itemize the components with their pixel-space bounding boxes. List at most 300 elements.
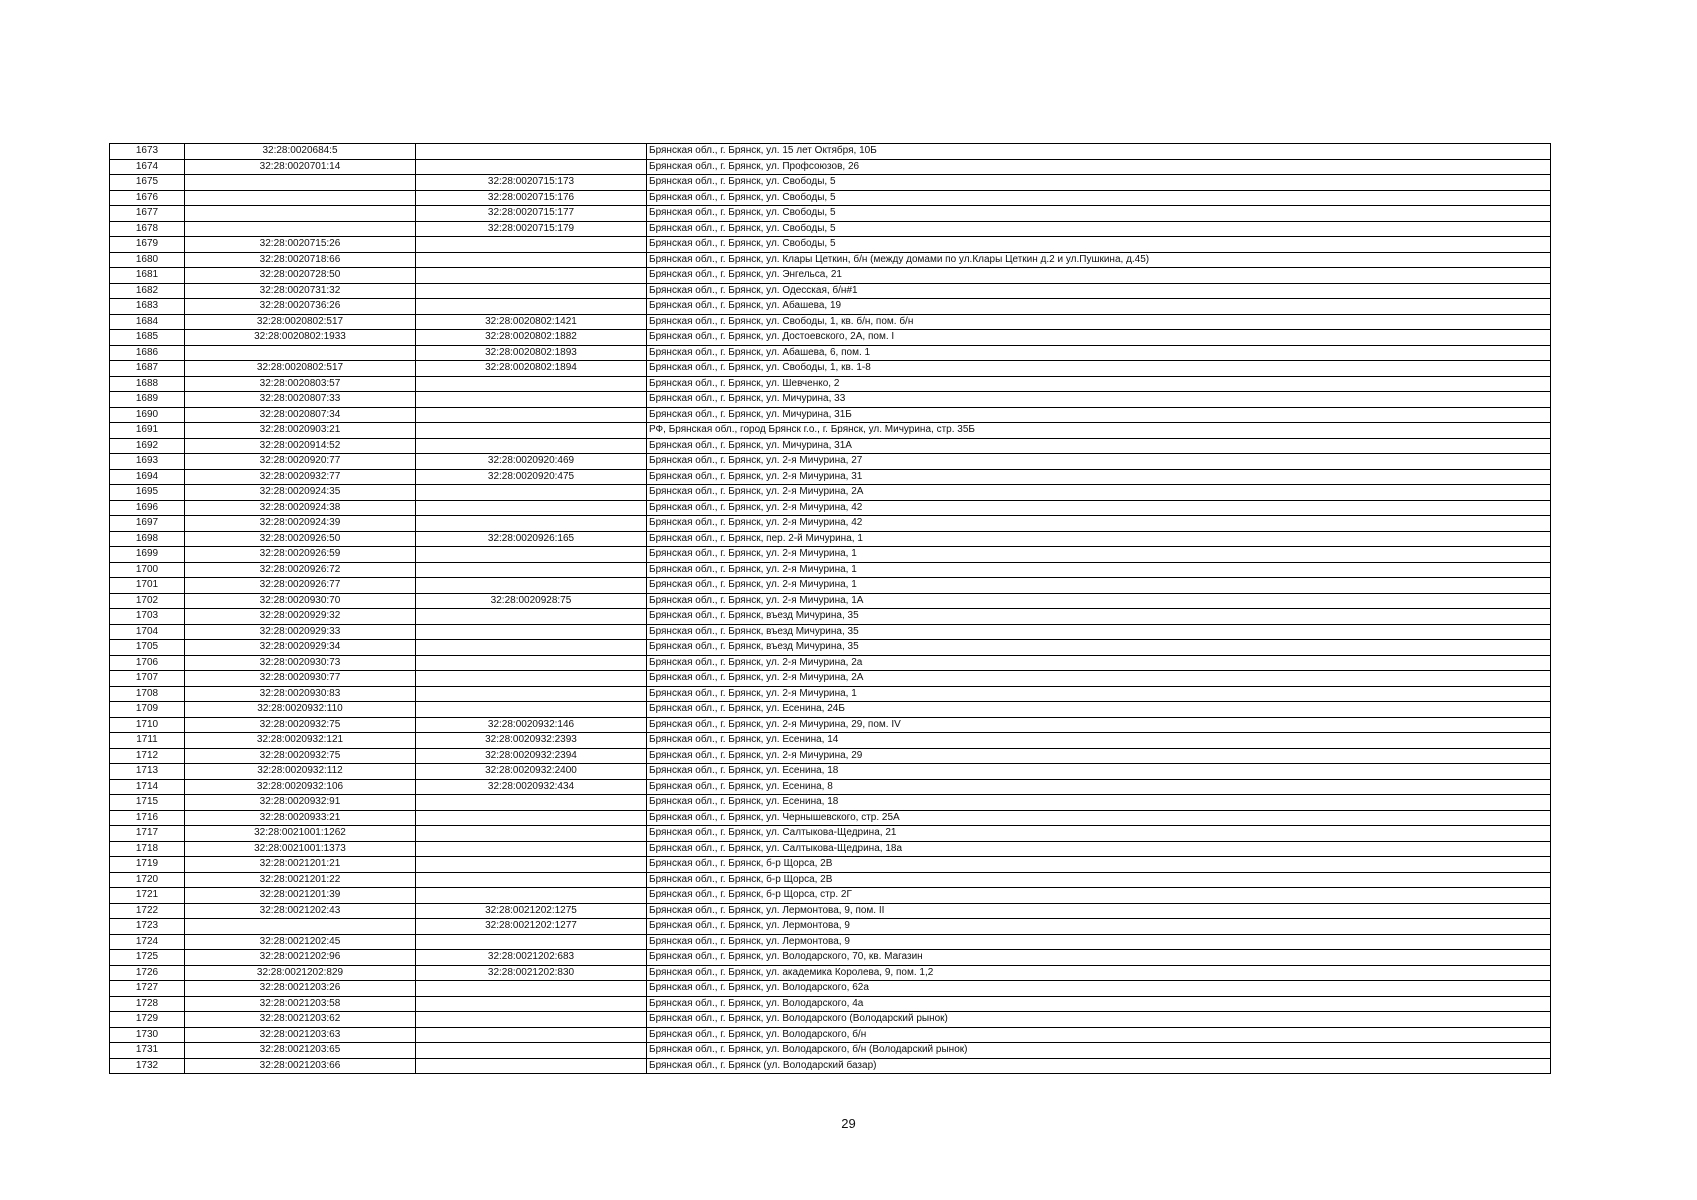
table-row — [110, 950, 1551, 966]
table-row — [110, 485, 1551, 501]
building-cadastral-number-cell — [416, 686, 647, 702]
building-cadastral-number-cell — [416, 857, 647, 873]
row-number-cell: 1707 — [110, 671, 185, 687]
address-cell: Брянская обл., г. Брянск, ул. Володарского (Володарский рынок) — [647, 1012, 1551, 1028]
table-row — [110, 376, 1551, 392]
table-row — [110, 640, 1551, 656]
row-number-cell: 1720 — [110, 872, 185, 888]
building-cadastral-number-cell — [416, 562, 647, 578]
row-number-cell: 1710 — [110, 717, 185, 733]
address-cell: Брянская обл., г. Брянск, ул. Свободы, 5 — [647, 221, 1551, 237]
table-row — [110, 454, 1551, 470]
building-cadastral-number-cell — [416, 624, 647, 640]
building-cadastral-number-cell: 32:28:0021202:1277 — [416, 919, 647, 935]
row-number-cell: 1722 — [110, 903, 185, 919]
row-number-cell: 1712 — [110, 748, 185, 764]
table-row — [110, 624, 1551, 640]
address-cell: Брянская обл., г. Брянск, ул. 2-я Мичурина, 27 — [647, 454, 1551, 470]
row-number-cell: 1714 — [110, 779, 185, 795]
row-number-cell: 1685 — [110, 330, 185, 346]
address-cell: Брянская обл., г. Брянск, ул. Свободы, 1, кв. 1-8 — [647, 361, 1551, 377]
building-cadastral-number-cell — [416, 841, 647, 857]
land-cadastral-number-cell: 32:28:0020929:34 — [185, 640, 416, 656]
row-number-cell: 1713 — [110, 764, 185, 780]
address-cell: Брянская обл., г. Брянск, ул. академика Королева, 9, пом. 1,2 — [647, 965, 1551, 981]
address-cell: Брянская обл., г. Брянск, ул. Салтыкова-Щедрина, 21 — [647, 826, 1551, 842]
address-cell: Брянская обл., г. Брянск, ул. 2-я Мичурина, 2а — [647, 655, 1551, 671]
table-row — [110, 237, 1551, 253]
row-number-cell: 1691 — [110, 423, 185, 439]
table-row — [110, 299, 1551, 315]
land-cadastral-number-cell: 32:28:0020932:75 — [185, 717, 416, 733]
row-number-cell: 1681 — [110, 268, 185, 284]
building-cadastral-number-cell: 32:28:0020715:179 — [416, 221, 647, 237]
row-number-cell: 1715 — [110, 795, 185, 811]
table-row — [110, 252, 1551, 268]
address-cell: Брянская обл., г. Брянск, б-р Щорса, 2В — [647, 857, 1551, 873]
land-cadastral-number-cell: 32:28:0021001:1262 — [185, 826, 416, 842]
row-number-cell: 1725 — [110, 950, 185, 966]
land-cadastral-number-cell: 32:28:0021202:45 — [185, 934, 416, 950]
address-cell: Брянская обл., г. Брянск, ул. Клары Цеткин, б/н (между домами по ул.Клары Цеткин д.2 и ул.Пушкина, д.45) — [647, 252, 1551, 268]
table-row — [110, 159, 1551, 175]
land-cadastral-number-cell: 32:28:0021202:96 — [185, 950, 416, 966]
address-cell: Брянская обл., г. Брянск, ул. 2-я Мичурина, 29 — [647, 748, 1551, 764]
address-cell: Брянская обл., г. Брянск, ул. 2-я Мичурина, 1А — [647, 593, 1551, 609]
row-number-cell: 1696 — [110, 500, 185, 516]
building-cadastral-number-cell: 32:28:0020802:1421 — [416, 314, 647, 330]
land-cadastral-number-cell: 32:28:0020932:110 — [185, 702, 416, 718]
row-number-cell: 1717 — [110, 826, 185, 842]
row-number-cell: 1705 — [110, 640, 185, 656]
table-row — [110, 733, 1551, 749]
table-row — [110, 206, 1551, 222]
building-cadastral-number-cell — [416, 500, 647, 516]
table-row — [110, 826, 1551, 842]
table-row — [110, 779, 1551, 795]
table-row — [110, 345, 1551, 361]
land-cadastral-number-cell: 32:28:0021001:1373 — [185, 841, 416, 857]
row-number-cell: 1730 — [110, 1027, 185, 1043]
table-row — [110, 1043, 1551, 1059]
address-cell: Брянская обл., г. Брянск, ул. Мичурина, 31Б — [647, 407, 1551, 423]
land-cadastral-number-cell: 32:28:0020932:121 — [185, 733, 416, 749]
land-cadastral-number-cell — [185, 919, 416, 935]
table-row — [110, 190, 1551, 206]
land-cadastral-number-cell: 32:28:0020684:5 — [185, 144, 416, 160]
building-cadastral-number-cell — [416, 996, 647, 1012]
table-row — [110, 857, 1551, 873]
row-number-cell: 1688 — [110, 376, 185, 392]
land-cadastral-number-cell — [185, 345, 416, 361]
row-number-cell: 1689 — [110, 392, 185, 408]
land-cadastral-number-cell: 32:28:0020933:21 — [185, 810, 416, 826]
row-number-cell: 1728 — [110, 996, 185, 1012]
row-number-cell: 1711 — [110, 733, 185, 749]
address-cell: Брянская обл., г. Брянск, ул. Энгельса, 21 — [647, 268, 1551, 284]
building-cadastral-number-cell — [416, 1058, 647, 1074]
land-cadastral-number-cell — [185, 206, 416, 222]
table-row — [110, 1058, 1551, 1074]
table-row — [110, 1012, 1551, 1028]
building-cadastral-number-cell — [416, 640, 647, 656]
land-cadastral-number-cell: 32:28:0020924:39 — [185, 516, 416, 532]
row-number-cell: 1682 — [110, 283, 185, 299]
table-row — [110, 438, 1551, 454]
table-row — [110, 593, 1551, 609]
row-number-cell: 1697 — [110, 516, 185, 532]
table-row — [110, 919, 1551, 935]
table-row — [110, 268, 1551, 284]
page-number: 29 — [841, 1116, 856, 1131]
address-cell: Брянская обл., г. Брянск, ул. Лермонтова, 9 — [647, 934, 1551, 950]
table-row — [110, 686, 1551, 702]
address-cell: Брянская обл., г. Брянск, ул. Володарского, б/н (Володарский рынок) — [647, 1043, 1551, 1059]
row-number-cell: 1683 — [110, 299, 185, 315]
table-row — [110, 283, 1551, 299]
address-cell: Брянская обл., г. Брянск, ул. Абашева, 6, пом. 1 — [647, 345, 1551, 361]
building-cadastral-number-cell — [416, 268, 647, 284]
row-number-cell: 1699 — [110, 547, 185, 563]
land-cadastral-number-cell: 32:28:0021201:21 — [185, 857, 416, 873]
building-cadastral-number-cell: 32:28:0021202:683 — [416, 950, 647, 966]
building-cadastral-number-cell: 32:28:0020920:469 — [416, 454, 647, 470]
table-row — [110, 547, 1551, 563]
building-cadastral-number-cell: 32:28:0020932:146 — [416, 717, 647, 733]
land-cadastral-number-cell: 32:28:0020932:112 — [185, 764, 416, 780]
address-cell: Брянская обл., г. Брянск, ул. Свободы, 1, кв. б/н, пом. б/н — [647, 314, 1551, 330]
address-cell: Брянская обл., г. Брянск, въезд Мичурина, 35 — [647, 609, 1551, 625]
building-cadastral-number-cell — [416, 485, 647, 501]
table-row — [110, 469, 1551, 485]
table-row — [110, 934, 1551, 950]
table-row — [110, 221, 1551, 237]
land-cadastral-number-cell — [185, 190, 416, 206]
table-row — [110, 903, 1551, 919]
table-row — [110, 144, 1551, 160]
land-cadastral-number-cell: 32:28:0021203:63 — [185, 1027, 416, 1043]
row-number-cell: 1723 — [110, 919, 185, 935]
address-cell: Брянская обл., г. Брянск, б-р Щорса, стр. 2Г — [647, 888, 1551, 904]
table-row — [110, 562, 1551, 578]
building-cadastral-number-cell: 32:28:0020715:177 — [416, 206, 647, 222]
row-number-cell: 1729 — [110, 1012, 185, 1028]
building-cadastral-number-cell: 32:28:0020932:2394 — [416, 748, 647, 764]
building-cadastral-number-cell — [416, 795, 647, 811]
building-cadastral-number-cell: 32:28:0020932:2400 — [416, 764, 647, 780]
land-cadastral-number-cell: 32:28:0020807:34 — [185, 407, 416, 423]
building-cadastral-number-cell — [416, 934, 647, 950]
address-cell: Брянская обл., г. Брянск, ул. Свободы, 5 — [647, 237, 1551, 253]
land-cadastral-number-cell: 32:28:0021201:22 — [185, 872, 416, 888]
building-cadastral-number-cell: 32:28:0020802:1893 — [416, 345, 647, 361]
land-cadastral-number-cell: 32:28:0020715:26 — [185, 237, 416, 253]
building-cadastral-number-cell — [416, 826, 647, 842]
row-number-cell: 1675 — [110, 175, 185, 191]
address-cell: Брянская обл., г. Брянск, ул. 2-я Мичурина, 42 — [647, 500, 1551, 516]
table-row — [110, 671, 1551, 687]
building-cadastral-number-cell — [416, 237, 647, 253]
table-row — [110, 609, 1551, 625]
land-cadastral-number-cell: 32:28:0020701:14 — [185, 159, 416, 175]
building-cadastral-number-cell — [416, 872, 647, 888]
row-number-cell: 1678 — [110, 221, 185, 237]
land-cadastral-number-cell: 32:28:0020802:517 — [185, 361, 416, 377]
table-row — [110, 500, 1551, 516]
table-row — [110, 655, 1551, 671]
address-cell: Брянская обл., г. Брянск, ул. Достоевского, 2А, пом. I — [647, 330, 1551, 346]
address-cell: Брянская обл., г. Брянск, ул. Профсоюзов, 26 — [647, 159, 1551, 175]
building-cadastral-number-cell: 32:28:0020715:176 — [416, 190, 647, 206]
land-cadastral-number-cell: 32:28:0021203:26 — [185, 981, 416, 997]
table-row — [110, 872, 1551, 888]
table-row — [110, 996, 1551, 1012]
row-number-cell: 1684 — [110, 314, 185, 330]
building-cadastral-number-cell — [416, 299, 647, 315]
land-cadastral-number-cell: 32:28:0020924:35 — [185, 485, 416, 501]
address-cell: Брянская обл., г. Брянск, ул. Абашева, 19 — [647, 299, 1551, 315]
address-cell: Брянская обл., г. Брянск, ул. Свободы, 5 — [647, 190, 1551, 206]
land-cadastral-number-cell: 32:28:0020930:83 — [185, 686, 416, 702]
row-number-cell: 1727 — [110, 981, 185, 997]
building-cadastral-number-cell — [416, 438, 647, 454]
table-row — [110, 888, 1551, 904]
row-number-cell: 1731 — [110, 1043, 185, 1059]
land-cadastral-number-cell: 32:28:0020803:57 — [185, 376, 416, 392]
land-cadastral-number-cell: 32:28:0020930:73 — [185, 655, 416, 671]
building-cadastral-number-cell — [416, 1043, 647, 1059]
land-cadastral-number-cell: 32:28:0020924:38 — [185, 500, 416, 516]
table-row — [110, 841, 1551, 857]
address-cell: Брянская обл., г. Брянск, въезд Мичурина, 35 — [647, 640, 1551, 656]
land-cadastral-number-cell: 32:28:0020929:33 — [185, 624, 416, 640]
land-cadastral-number-cell: 32:28:0020929:32 — [185, 609, 416, 625]
address-cell: Брянская обл., г. Брянск, ул. Мичурина, 31А — [647, 438, 1551, 454]
building-cadastral-number-cell — [416, 578, 647, 594]
row-number-cell: 1724 — [110, 934, 185, 950]
building-cadastral-number-cell — [416, 252, 647, 268]
row-number-cell: 1702 — [110, 593, 185, 609]
building-cadastral-number-cell: 32:28:0020928:75 — [416, 593, 647, 609]
address-cell: Брянская обл., г. Брянск, ул. Есенина, 18 — [647, 795, 1551, 811]
table-row — [110, 330, 1551, 346]
row-number-cell: 1708 — [110, 686, 185, 702]
row-number-cell: 1676 — [110, 190, 185, 206]
building-cadastral-number-cell: 32:28:0021202:830 — [416, 965, 647, 981]
land-cadastral-number-cell: 32:28:0021202:829 — [185, 965, 416, 981]
land-cadastral-number-cell: 32:28:0020926:77 — [185, 578, 416, 594]
address-cell: Брянская обл., г. Брянск, ул. Есенина, 8 — [647, 779, 1551, 795]
row-number-cell: 1680 — [110, 252, 185, 268]
address-cell: Брянская обл., г. Брянск, ул. Одесская, б/н#1 — [647, 283, 1551, 299]
building-cadastral-number-cell — [416, 392, 647, 408]
building-cadastral-number-cell — [416, 609, 647, 625]
table-row — [110, 810, 1551, 826]
building-cadastral-number-cell — [416, 1027, 647, 1043]
table-row — [110, 531, 1551, 547]
address-cell: Брянская обл., г. Брянск, ул. Володарского, б/н — [647, 1027, 1551, 1043]
row-number-cell: 1703 — [110, 609, 185, 625]
table-row — [110, 392, 1551, 408]
land-cadastral-number-cell: 32:28:0020932:106 — [185, 779, 416, 795]
land-cadastral-number-cell — [185, 175, 416, 191]
address-cell: Брянская обл., г. Брянск, ул. 15 лет Октября, 10Б — [647, 144, 1551, 160]
row-number-cell: 1721 — [110, 888, 185, 904]
row-number-cell: 1709 — [110, 702, 185, 718]
row-number-cell: 1701 — [110, 578, 185, 594]
building-cadastral-number-cell — [416, 159, 647, 175]
row-number-cell: 1687 — [110, 361, 185, 377]
table-row — [110, 175, 1551, 191]
building-cadastral-number-cell: 32:28:0020715:173 — [416, 175, 647, 191]
table-row — [110, 314, 1551, 330]
land-cadastral-number-cell: 32:28:0020932:91 — [185, 795, 416, 811]
land-cadastral-number-cell: 32:28:0020930:77 — [185, 671, 416, 687]
row-number-cell: 1694 — [110, 469, 185, 485]
land-cadastral-number-cell: 32:28:0020932:75 — [185, 748, 416, 764]
address-cell: Брянская обл., г. Брянск, ул. Есенина, 18 — [647, 764, 1551, 780]
address-cell: Брянская обл., г. Брянск, ул. Есенина, 24Б — [647, 702, 1551, 718]
building-cadastral-number-cell — [416, 516, 647, 532]
address-cell: Брянская обл., г. Брянск, ул. Свободы, 5 — [647, 206, 1551, 222]
row-number-cell: 1704 — [110, 624, 185, 640]
table-row — [110, 516, 1551, 532]
land-cadastral-number-cell: 32:28:0021202:43 — [185, 903, 416, 919]
building-cadastral-number-cell: 32:28:0020920:475 — [416, 469, 647, 485]
table-row — [110, 578, 1551, 594]
land-cadastral-number-cell: 32:28:0020914:52 — [185, 438, 416, 454]
land-cadastral-number-cell: 32:28:0020807:33 — [185, 392, 416, 408]
land-cadastral-number-cell: 32:28:0020736:26 — [185, 299, 416, 315]
table-row — [110, 748, 1551, 764]
building-cadastral-number-cell: 32:28:0020926:165 — [416, 531, 647, 547]
address-cell: Брянская обл., г. Брянск, ул. Салтыкова-Щедрина, 18а — [647, 841, 1551, 857]
address-cell: Брянская обл., г. Брянск, ул. 2-я Мичурина, 1 — [647, 547, 1551, 563]
row-number-cell: 1732 — [110, 1058, 185, 1074]
land-cadastral-number-cell: 32:28:0020718:66 — [185, 252, 416, 268]
land-cadastral-number-cell: 32:28:0021203:62 — [185, 1012, 416, 1028]
address-cell: Брянская обл., г. Брянск, ул. Шевченко, 2 — [647, 376, 1551, 392]
building-cadastral-number-cell — [416, 981, 647, 997]
address-cell: Брянская обл., г. Брянск, ул. 2-я Мичурина, 2А — [647, 671, 1551, 687]
row-number-cell: 1690 — [110, 407, 185, 423]
building-cadastral-number-cell — [416, 144, 647, 160]
address-cell: Брянская обл., г. Брянск, ул. Лермонтова, 9 — [647, 919, 1551, 935]
address-cell: Брянская обл., г. Брянск (ул. Володарский базар) — [647, 1058, 1551, 1074]
building-cadastral-number-cell: 32:28:0021202:1275 — [416, 903, 647, 919]
address-cell: Брянская обл., г. Брянск, ул. Володарского, 4а — [647, 996, 1551, 1012]
table-row — [110, 717, 1551, 733]
land-cadastral-number-cell: 32:28:0021203:65 — [185, 1043, 416, 1059]
row-number-cell: 1726 — [110, 965, 185, 981]
address-cell: Брянская обл., г. Брянск, ул. Мичурина, 33 — [647, 392, 1551, 408]
property-table-body — [110, 144, 1551, 1074]
row-number-cell: 1693 — [110, 454, 185, 470]
building-cadastral-number-cell — [416, 547, 647, 563]
address-cell: Брянская обл., г. Брянск, въезд Мичурина, 35 — [647, 624, 1551, 640]
row-number-cell: 1677 — [110, 206, 185, 222]
building-cadastral-number-cell — [416, 671, 647, 687]
table-row — [110, 702, 1551, 718]
land-cadastral-number-cell: 32:28:0020802:1933 — [185, 330, 416, 346]
land-cadastral-number-cell — [185, 221, 416, 237]
address-cell: Брянская обл., г. Брянск, ул. 2-я Мичурина, 31 — [647, 469, 1551, 485]
row-number-cell: 1679 — [110, 237, 185, 253]
building-cadastral-number-cell — [416, 407, 647, 423]
building-cadastral-number-cell: 32:28:0020802:1894 — [416, 361, 647, 377]
land-cadastral-number-cell: 32:28:0020932:77 — [185, 469, 416, 485]
table-row — [110, 407, 1551, 423]
row-number-cell: 1716 — [110, 810, 185, 826]
building-cadastral-number-cell — [416, 1012, 647, 1028]
table-row — [110, 1027, 1551, 1043]
row-number-cell: 1695 — [110, 485, 185, 501]
land-cadastral-number-cell: 32:28:0020926:50 — [185, 531, 416, 547]
row-number-cell: 1686 — [110, 345, 185, 361]
address-cell: Брянская обл., г. Брянск, ул. Свободы, 5 — [647, 175, 1551, 191]
address-cell: Брянская обл., г. Брянск, ул. 2-я Мичурина, 1 — [647, 562, 1551, 578]
address-cell: Брянская обл., г. Брянск, ул. Чернышевского, стр. 25А — [647, 810, 1551, 826]
land-cadastral-number-cell: 32:28:0020926:59 — [185, 547, 416, 563]
row-number-cell: 1674 — [110, 159, 185, 175]
property-table — [109, 143, 1551, 1074]
land-cadastral-number-cell: 32:28:0020930:70 — [185, 593, 416, 609]
table-row — [110, 764, 1551, 780]
land-cadastral-number-cell: 32:28:0020731:32 — [185, 283, 416, 299]
building-cadastral-number-cell: 32:28:0020802:1882 — [416, 330, 647, 346]
row-number-cell: 1692 — [110, 438, 185, 454]
building-cadastral-number-cell: 32:28:0020932:434 — [416, 779, 647, 795]
land-cadastral-number-cell: 32:28:0021201:39 — [185, 888, 416, 904]
building-cadastral-number-cell — [416, 810, 647, 826]
row-number-cell: 1673 — [110, 144, 185, 160]
address-cell: Брянская обл., г. Брянск, ул. 2-я Мичурина, 1 — [647, 578, 1551, 594]
address-cell: Брянская обл., г. Брянск, ул. Лермонтова, 9, пом. II — [647, 903, 1551, 919]
address-cell: Брянская обл., г. Брянск, б-р Щорса, 2В — [647, 872, 1551, 888]
address-cell: Брянская обл., г. Брянск, пер. 2-й Мичурина, 1 — [647, 531, 1551, 547]
row-number-cell: 1700 — [110, 562, 185, 578]
land-cadastral-number-cell: 32:28:0020728:50 — [185, 268, 416, 284]
land-cadastral-number-cell: 32:28:0021203:66 — [185, 1058, 416, 1074]
address-cell: Брянская обл., г. Брянск, ул. Есенина, 14 — [647, 733, 1551, 749]
building-cadastral-number-cell — [416, 888, 647, 904]
address-cell: Брянская обл., г. Брянск, ул. 2-я Мичурина, 29, пом. IV — [647, 717, 1551, 733]
address-cell: РФ, Брянская обл., город Брянск г.о., г. Брянск, ул. Мичурина, стр. 35Б — [647, 423, 1551, 439]
row-number-cell: 1719 — [110, 857, 185, 873]
address-cell: Брянская обл., г. Брянск, ул. Володарского, 62а — [647, 981, 1551, 997]
address-cell: Брянская обл., г. Брянск, ул. Володарского, 70, кв. Магазин — [647, 950, 1551, 966]
address-cell: Брянская обл., г. Брянск, ул. 2-я Мичурина, 42 — [647, 516, 1551, 532]
building-cadastral-number-cell — [416, 702, 647, 718]
building-cadastral-number-cell — [416, 655, 647, 671]
building-cadastral-number-cell — [416, 283, 647, 299]
table-row — [110, 965, 1551, 981]
land-cadastral-number-cell: 32:28:0020903:21 — [185, 423, 416, 439]
table-row — [110, 795, 1551, 811]
land-cadastral-number-cell: 32:28:0021203:58 — [185, 996, 416, 1012]
table-row — [110, 423, 1551, 439]
address-cell: Брянская обл., г. Брянск, ул. 2-я Мичурина, 2А — [647, 485, 1551, 501]
land-cadastral-number-cell: 32:28:0020920:77 — [185, 454, 416, 470]
row-number-cell: 1698 — [110, 531, 185, 547]
building-cadastral-number-cell — [416, 423, 647, 439]
building-cadastral-number-cell — [416, 376, 647, 392]
row-number-cell: 1718 — [110, 841, 185, 857]
building-cadastral-number-cell: 32:28:0020932:2393 — [416, 733, 647, 749]
address-cell: Брянская обл., г. Брянск, ул. 2-я Мичурина, 1 — [647, 686, 1551, 702]
table-row — [110, 361, 1551, 377]
land-cadastral-number-cell: 32:28:0020926:72 — [185, 562, 416, 578]
